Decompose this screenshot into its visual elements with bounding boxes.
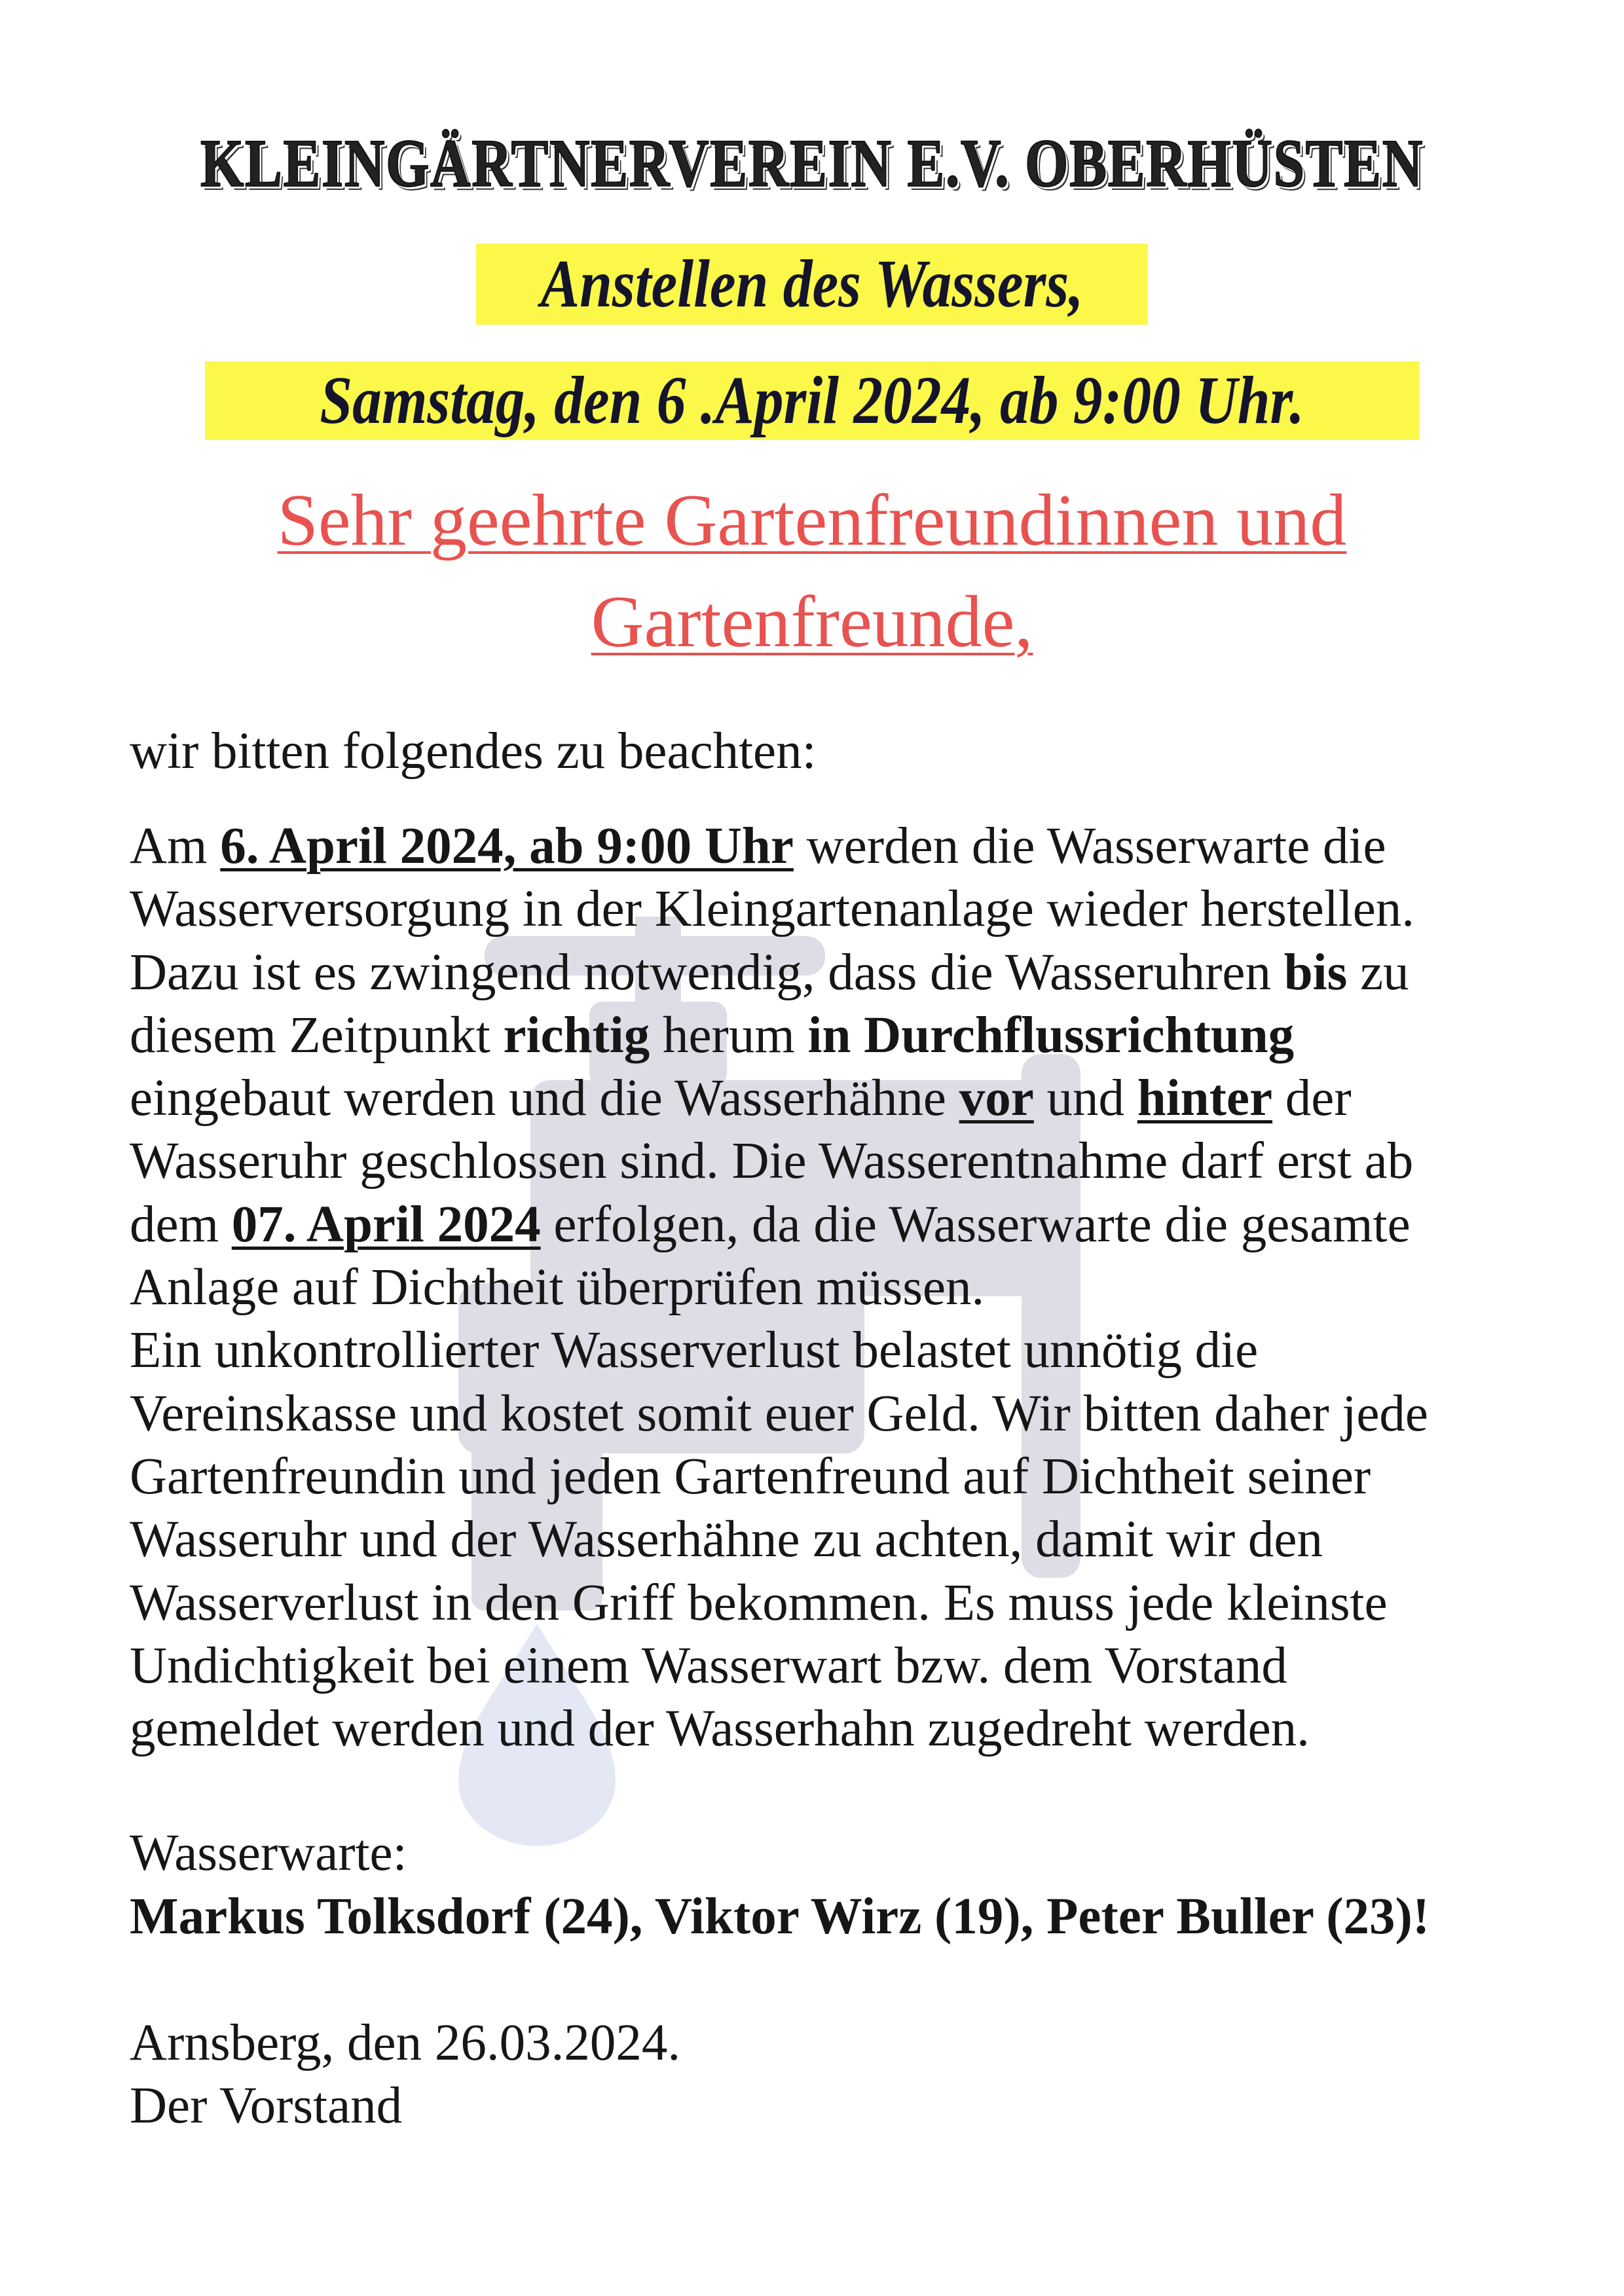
date-highlight	[205, 361, 1419, 440]
body-line	[130, 941, 1428, 1004]
body-line	[130, 1508, 1428, 1571]
emphasized-text: 07. April 2024	[231, 1195, 541, 1253]
emphasized-text: 6. April 2024, ab 9:00 Uhr	[220, 818, 794, 875]
body-text: Dazu ist es zwingend notwendig, dass die Wasseruhren	[130, 943, 1284, 1001]
club-name-text: KLEINGÄRTNERVEREIN E.V. OBERHÜSTEN	[200, 126, 1424, 201]
body-line	[130, 1256, 1428, 1319]
salutation-text-2: Gartenfreunde,	[591, 581, 1033, 663]
subtitle-highlight	[476, 244, 1148, 325]
body-text: Wasserverlust in den Griff bekommen. Es muss jede kleinste	[130, 1574, 1388, 1631]
date-line	[0, 361, 1624, 440]
body-text: erfolgen, da die Wasserwarte die gesamte	[540, 1195, 1411, 1253]
intro-text: wir bitten folgendes zu beachten:	[130, 723, 817, 780]
body-line	[130, 1698, 1428, 1760]
salutation-text-1: Sehr geehrte Gartenfreundinnen und	[277, 480, 1347, 561]
body-line	[130, 1446, 1428, 1508]
emphasized-text: hinter	[1137, 1070, 1273, 1127]
body-text: Am	[130, 818, 221, 875]
subtitle	[0, 244, 1624, 325]
body-text: diesem Zeitpunkt	[130, 1006, 504, 1064]
body-text: herum	[650, 1006, 808, 1064]
place-date: Arnsberg, den 26.03.2024.	[130, 2014, 681, 2071]
signature: Der Vorstand	[130, 2077, 403, 2134]
body-text: gemeldet werden und der Wasserhahn zugedreht werden.	[130, 1700, 1310, 1758]
salutation-line-1	[0, 471, 1624, 570]
contacts-names: Markus Tolksdorf (24), Viktor Wirz (19), Peter Buller (23)!	[130, 1888, 1430, 1945]
body-text: Wasserversorgung in der Kleingartenanlage wieder herstellen.	[130, 881, 1415, 938]
subtitle-text: Anstellen des Wassers,	[540, 246, 1084, 321]
club-name-heading	[0, 124, 1624, 202]
body-line	[130, 1194, 1428, 1256]
body-text: werden die Wasserwarte die	[793, 818, 1386, 875]
body-line	[130, 878, 1428, 941]
body-text: und	[1033, 1070, 1137, 1127]
body-text: Wasseruhr und der Wasserhähne zu achten, damit wir den	[130, 1511, 1323, 1569]
body-text: Gartenfreundin und jeden Gartenfreund auf Dichtheit seiner	[130, 1448, 1371, 1505]
salutation-line-2	[0, 573, 1624, 671]
emphasized-text: vor	[959, 1070, 1034, 1127]
body-line	[130, 1383, 1428, 1446]
body-text: Vereinskasse und kostet somit euer Geld. Wir bitten daher jede	[130, 1385, 1428, 1442]
body-line	[130, 1319, 1428, 1382]
contacts-label: Wasserwarte:	[130, 1825, 407, 1882]
body-text: Ein unkontrollierter Wasserverlust belastet unnötig die	[130, 1322, 1259, 1379]
body-text: zu	[1347, 943, 1409, 1001]
body-text: Anlage auf Dichtheit überprüfen müssen.	[130, 1259, 985, 1317]
body-line	[130, 1130, 1428, 1193]
body-line	[130, 1572, 1428, 1635]
body-paragraph	[130, 815, 1428, 1760]
emphasized-text: richtig	[503, 1006, 650, 1064]
body-text: eingebaut werden und die Wasserhähne	[130, 1070, 959, 1127]
emphasized-text: in Durchflussrichtung	[807, 1006, 1295, 1064]
body-line	[130, 815, 1428, 878]
body-line	[130, 1067, 1428, 1130]
body-text: Undichtigkeit bei einem Wasserwart bzw. dem Vorstand	[130, 1637, 1287, 1694]
body-line	[130, 1635, 1428, 1698]
emphasized-text: bis	[1283, 943, 1348, 1001]
date-text: Samstag, den 6 .April 2024, ab 9:00 Uhr.	[320, 363, 1304, 438]
body-text: Wasseruhr geschlossen sind. Die Wasserentnahme darf erst ab	[130, 1133, 1414, 1190]
body-text: dem	[130, 1195, 232, 1253]
body-line	[130, 1004, 1428, 1067]
body-text: der	[1272, 1070, 1352, 1127]
